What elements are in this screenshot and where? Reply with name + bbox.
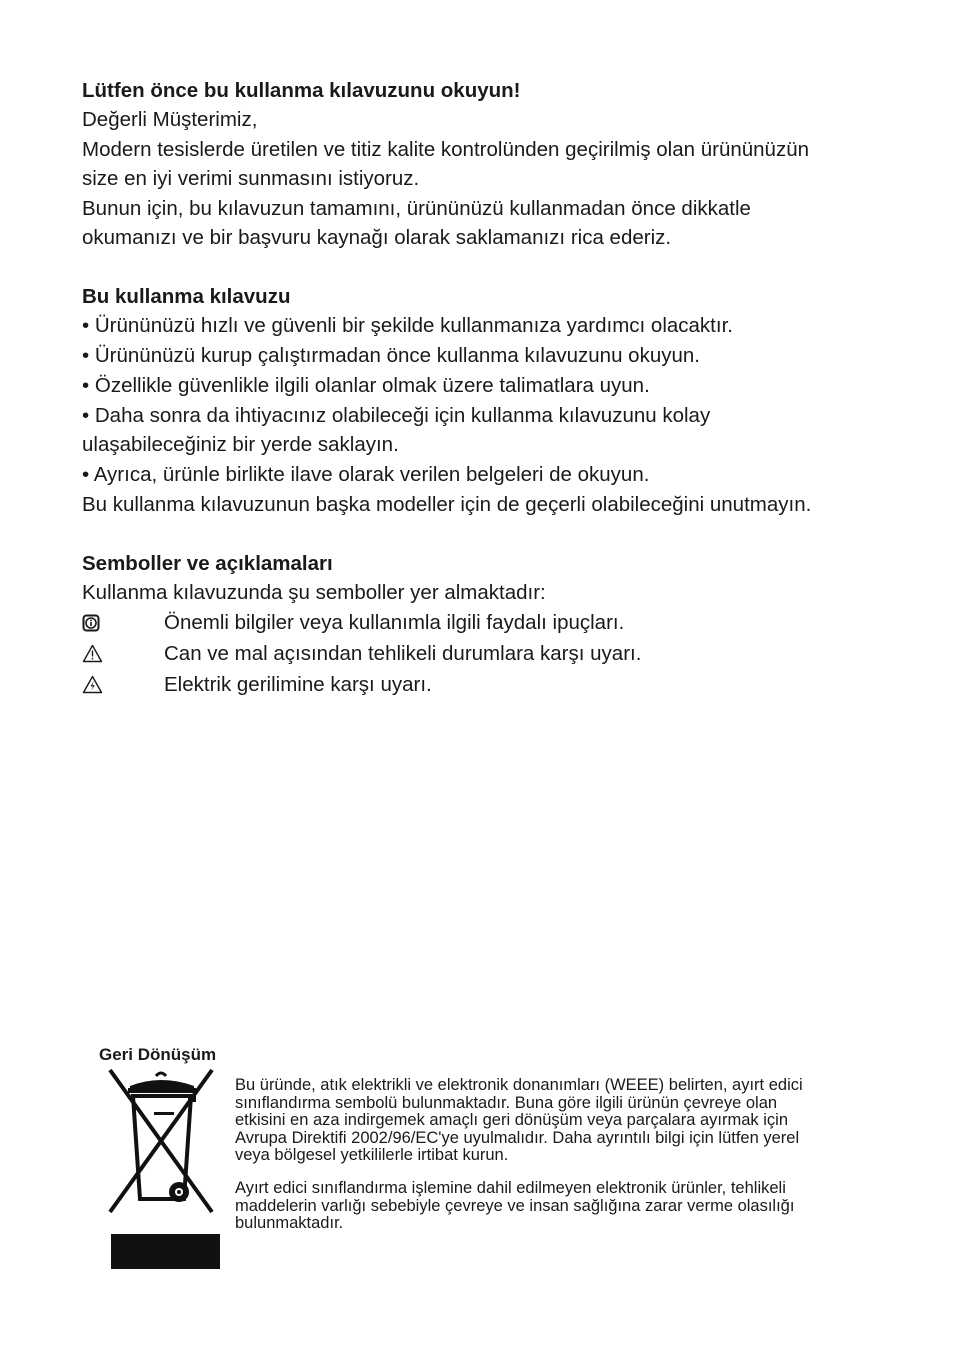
symbol-description: Önemli bilgiler veya kullanımla ilgili faydalı ipuçları. <box>164 611 625 634</box>
manual-note: Bu kullanma kılavuzunun başka modeller için de geçerli olabileceğini unutmayın. <box>82 493 812 516</box>
crossed-out-wheelie-bin-icon <box>104 1066 219 1248</box>
intro-paragraph-2-line-2: okumanızı ve bir başvuru kaynağı olarak saklamanızı rica ederiz. <box>82 226 672 249</box>
manual-bullet-4-line-2: ulaşabileceğiniz bir yerde saklayın. <box>82 433 399 456</box>
symbols-heading: Semboller ve açıklamaları <box>82 552 333 575</box>
symbol-row-info <box>82 607 872 638</box>
intro-paragraph-1-line-1: Modern tesislerde üretilen ve titiz kalite kontrolünden geçirilmiş olan ürününüzün <box>82 138 809 161</box>
recycling-p1-line: Bu üründe, atık elektrikli ve elektronik donanımları (WEEE) belirten, ayırt edici <box>235 1076 803 1094</box>
intro-heading: Lütfen önce bu kullanma kılavuzunu okuyun! <box>82 79 521 102</box>
recycling-p1-line: etkisini en aza indirgemek amaçlı geri dönüşüm veya parçalara ayırmak için <box>235 1111 788 1130</box>
separate-collection-bar <box>111 1234 220 1269</box>
greeting: Değerli Müşterimiz, <box>82 108 258 131</box>
recycling-p1-line: veya bölgesel yetkililerle irtibat kurun. <box>235 1146 509 1165</box>
symbols-intro: Kullanma kılavuzunda şu semboller yer almaktadır: <box>82 581 546 604</box>
intro-paragraph-2-line-1: Bunun için, bu kılavuzun tamamını, ürününüzü kullanmadan önce dikkatle <box>82 197 751 220</box>
symbol-description: Can ve mal açısından tehlikeli durumlara karşı uyarı. <box>164 642 642 665</box>
recycling-section <box>99 1044 889 1233</box>
recycling-p1-line: Avrupa Direktifi 2002/96/EC'ye uyulmalıdır. Daha ayrıntılı bilgi için lütfen yerel <box>235 1128 800 1147</box>
symbol-row-electric <box>82 669 872 700</box>
info-icon <box>82 614 164 632</box>
recycling-p1-line: sınıflandırma sembolü bulunmaktadır. Buna göre ilgili ürünün çevreye olan <box>235 1093 778 1112</box>
manual-bullet-3: • Özellikle güvenlikle ilgili olanlar olmak üzere talimatlara uyun. <box>82 374 650 397</box>
recycling-p2-line: bulunmaktadır. <box>235 1214 344 1233</box>
manual-bullet-4-line-1: • Daha sonra da ihtiyacınız olabileceği için kullanma kılavuzunu kolay <box>82 404 711 427</box>
symbol-row-warning <box>82 638 872 669</box>
recycling-title: Geri Dönüşüm <box>99 1045 217 1064</box>
manual-heading: Bu kullanma kılavuzu <box>82 285 291 308</box>
symbol-description: Elektrik gerilimine karşı uyarı. <box>164 673 432 696</box>
manual-bullet-2: • Ürününüzü kurup çalıştırmadan önce kullanma kılavuzunu okuyun. <box>82 344 700 367</box>
electric-warning-icon <box>82 675 164 694</box>
warning-triangle-icon <box>82 644 164 663</box>
manual-page <box>82 76 872 700</box>
recycling-text <box>235 1077 890 1233</box>
manual-bullet-5: • Ayrıca, ürünle birlikte ilave olarak verilen belgeleri de okuyun. <box>82 463 650 486</box>
recycling-p2-line: maddelerin varlığı sebebiyle çevreye ve insan sağlığına zarar verme olasılığı <box>235 1196 795 1215</box>
intro-paragraph-1-line-2: size en iyi verimi sunmasını istiyoruz. <box>82 167 420 190</box>
manual-bullet-1: • Ürününüzü hızlı ve güvenli bir şekilde kullanmanıza yardımcı olacaktır. <box>82 314 733 337</box>
recycling-p2-line: Ayırt edici sınıflandırma işlemine dahil edilmeyen elektronik ürünler, tehlikeli <box>235 1178 786 1197</box>
